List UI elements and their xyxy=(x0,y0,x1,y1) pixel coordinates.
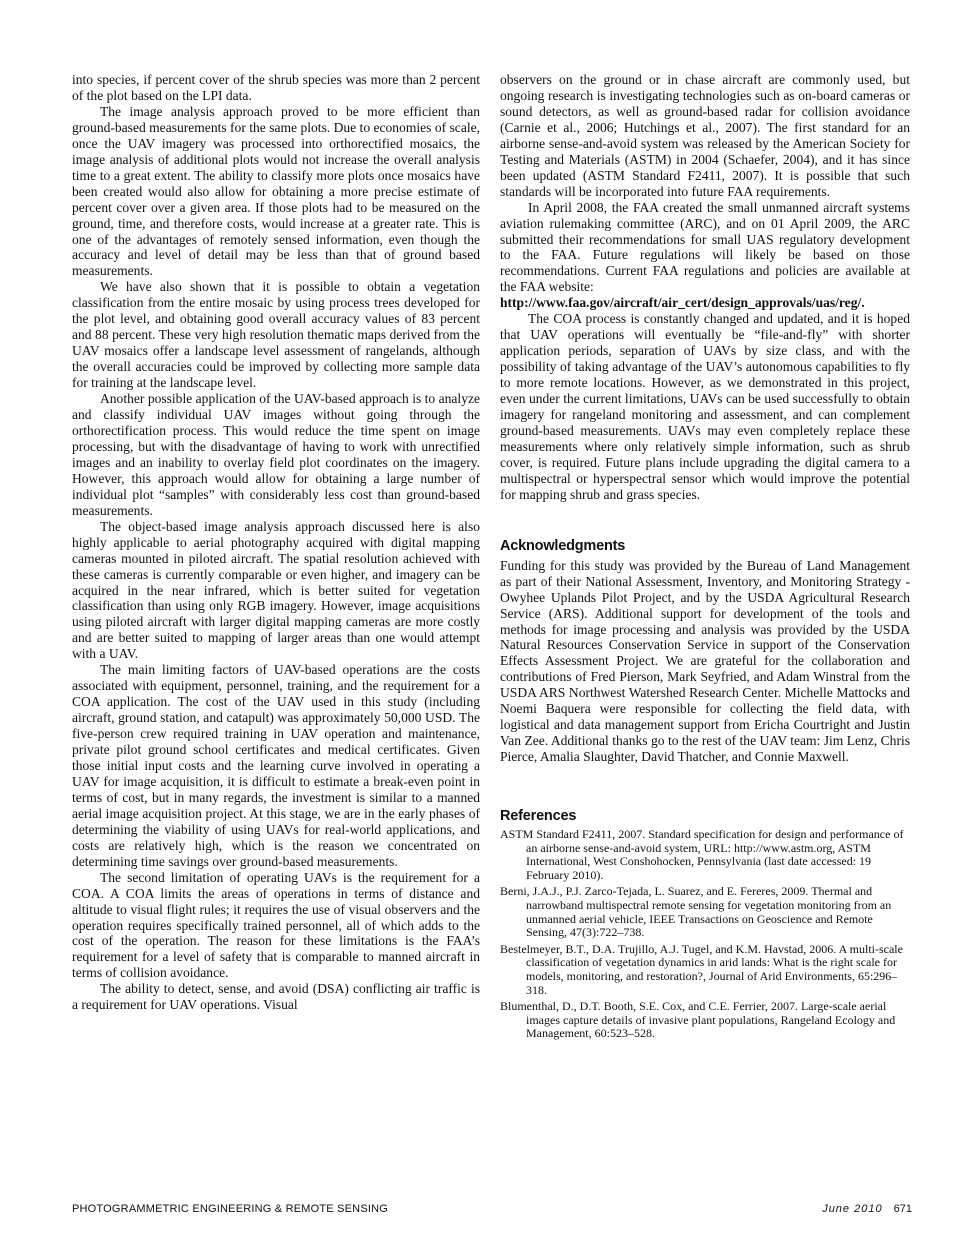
reference-item: Berni, J.A.J., P.J. Zarco-Tejada, L. Suarez, and E. Fereres, 2009. Thermal and narrowband multispectral remote sensing for vegetation monitoring from an unmanned aerial vehicle, IEEE Transactions on Geoscience and Remote Sensing, 47(3):722–738. xyxy=(500,884,892,940)
paragraph: We have also shown that it is possible to obtain a vegetation classification from the entire mosaic by using process trees developed for the plot level, and obtaining good overall accuracy values of 83 percent and 88 percent. These very high resolution thematic maps derived from the UAV mosaics offer a landscape level assessment of rangelands, although the overall accuracies could be improved by collecting more sample data for training at the landscape level. xyxy=(72,279,480,391)
paragraph: The main limiting factors of UAV-based operations are the costs associated with equipment, personnel, training, and the requirement for a COA application. The cost of the UAV used in this study (including aircraft, ground station, and catapult) was approximately 50,000 USD. The five-person crew required training in UAV operation and maintenance, private pilot ground school certificates and medical certificates. Given those initial input costs and the learning curve involved in operating a UAV for image acquisition, it is difficult to estimate a break-even point in terms of cost, but in many regards, the investment is similar to a manned aerial image acquisition project. At this stage, we are in the early phases of determining the viability of using UAVs for real-world applications, and costs are relatively high, which is the reason we concentrated on determining time savings over ground-based measurements. xyxy=(72,662,480,869)
references-heading: References xyxy=(500,808,577,825)
footer-date: June 2010 xyxy=(822,1203,883,1215)
paragraph: into species, if percent cover of the shrub species was more than 2 percent of the plot based on the LPI data. xyxy=(72,72,480,103)
paragraph: The second limitation of operating UAVs is the requirement for a COA. A COA limits the areas of operations in terms of distance and altitude to visual flight rules; it requires the use of visual observers and the operation requires specifically trained personnel, all of which adds to the cost of the operation. The reason for these limitations is the FAA’s requirement for a level of safety that is comparable to manned aircraft in terms of collision avoidance. xyxy=(72,869,480,981)
acknowledgments-text: Funding for this study was provided by the Bureau of Land Management as part of their National Assessment, Inventory, and Monitoring Strategy - Owyhee Uplands Pilot Project, and by the USDA Agricultural Research Service (ARS). Additional support for development of the tools and methods for image processing and analysis was provided by the USDA Natural Resources Conservation Service in support of the Conservation Effects Assessment Project. We are grateful for the collaboration and contributions of Fred Pierson, Mark Seyfried, and Adam Winstral from the USDA ARS Northwest Watershed Research Center. Michelle Mattocks and Noemi Baquera were responsible for collecting the field data, with logistical and data management support from Ericha Courtright and Justin Van Zee. Additional thanks go to the rest of the UAV team: Jim Lenz, Chris Pierce, Amalia Slaughter, David Thatcher, and Connie Maxwell. xyxy=(500,557,910,765)
footer-page-info xyxy=(822,1203,912,1215)
paragraph: The COA process is constantly changed and updated, and it is hoped that UAV operations will eventually be “file-and-fly” with shorter application periods, separation of UAVs by size class, and with the possibility of taking advantage of the UAV’s autonomous capabilities to fly to more remote locations. However, as we demonstrated in this project, even under the current limitations, UAVs can be used successfully to obtain imagery for rangeland monitoring and assessment, and can complement ground-based measurements. UAVs may even completely replace these measurements where only relatively simple information, such as shrub cover, is required. Future plans include upgrading the digital camera to a multispectral or hyperspectral sensor which would improve the potential for mapping shrub and grass species. xyxy=(500,311,910,502)
footer-journal-name: PHOTOGRAMMETRIC ENGINEERING & REMOTE SENSING xyxy=(72,1203,389,1215)
reference-item: Bestelmeyer, B.T., D.A. Trujillo, A.J. Tugel, and K.M. Havstad, 2006. A multi-scale classification of vegetation dynamics in arid lands: What is the right scale for models, monitoring, and restoration?, Journal of Arid Environments, 65:296–318. xyxy=(500,941,903,997)
reference-item: Blumenthal, D., D.T. Booth, S.E. Cox, and C.E. Ferrier, 2007. Large-scale aerial images capture details of invasive plant populations, Rangeland Ecology and Management, 60:523–528. xyxy=(500,999,896,1041)
reference-item: ASTM Standard F2411, 2007. Standard specification for design and performance of an airborne sense-and-avoid system, URL: http://www.astm.org, ASTM International, West Conshohocken, Pennsylvania (last date accessed: 19 February 2010). xyxy=(500,827,904,882)
faa-url-link[interactable]: http://www.faa.gov/aircraft/air_cert/design_approvals/uas/reg/. xyxy=(500,295,865,311)
paragraph: Another possible application of the UAV-based approach is to analyze and classify individual UAV images without going through the orthorectification process. This would reduce the time spent on image processing, but with the disadvantage of having to work with unrectified images and an inability to overlay field plot coordinates on the imagery. However, this approach would allow for obtaining a large number of individual plot “samples” with considerably less cost than ground-based measurements. xyxy=(72,391,480,518)
page-number: 671 xyxy=(893,1203,912,1215)
paragraph: The image analysis approach proved to be more efficient than ground-based measurements for the same plots. Due to economies of scale, once the UAV imagery was processed into orthorectified mosaics, the image analysis of additional plots would not increase the overall analysis time to a great extent. The ability to classify more plots once mosaics have been created would also allow for obtaining a more precise estimate of percent cover over a given area. If those plots had to be measured on the ground, time, and therefore costs, would increase at a greater rate. This is one of the advantages of remotely sensed information, even though the accuracy and level of detail may be less than that of ground based measurements. xyxy=(72,103,480,279)
paragraph: The object-based image analysis approach discussed here is also highly applicable to aerial photography acquired with digital mapping cameras mounted in piloted aircraft. The spatial resolution achieved with these cameras is currently comparable or even higher, and imagery can be acquired in the near infrared, which is better suited for vegetation classification than using only RGB imagery. However, image acquisitions using piloted aircraft with larger digital mapping cameras are more costly and are better suited to mapping of larger areas than one would attempt with a UAV. xyxy=(72,518,480,662)
paragraph: observers on the ground or in chase aircraft are commonly used, but ongoing research is investigating technologies such as on-board cameras or sound detectors, as well as ground-based radar for collision avoidance (Carnie et al., 2006; Hutchings et al., 2007). The first standard for an airborne sense-and-avoid system was released by the American Society for Testing and Materials (ASTM) in 2004 (Schaefer, 2004), and it has since been updated (ASTM Standard F2411, 2007). It is possible that such standards will be incorporated into future FAA requirements. xyxy=(500,72,910,199)
paragraph: In April 2008, the FAA created the small unmanned aircraft systems aviation rulemaking committee (ARC), and on 01 April 2009, the ARC submitted their recommendations for small UAS regulatory development to the FAA. Future regulations will likely be based on those recommendations. Current FAA regulations and policies are available at the FAA website: xyxy=(500,199,910,295)
left-column xyxy=(72,72,480,1013)
paragraph: The ability to detect, sense, and avoid (DSA) conflicting air traffic is a requirement for UAV operations. Visual xyxy=(72,981,480,1013)
right-column xyxy=(500,72,910,1044)
acknowledgments-heading: Acknowledgments xyxy=(500,537,626,554)
reference-list xyxy=(500,828,910,1041)
